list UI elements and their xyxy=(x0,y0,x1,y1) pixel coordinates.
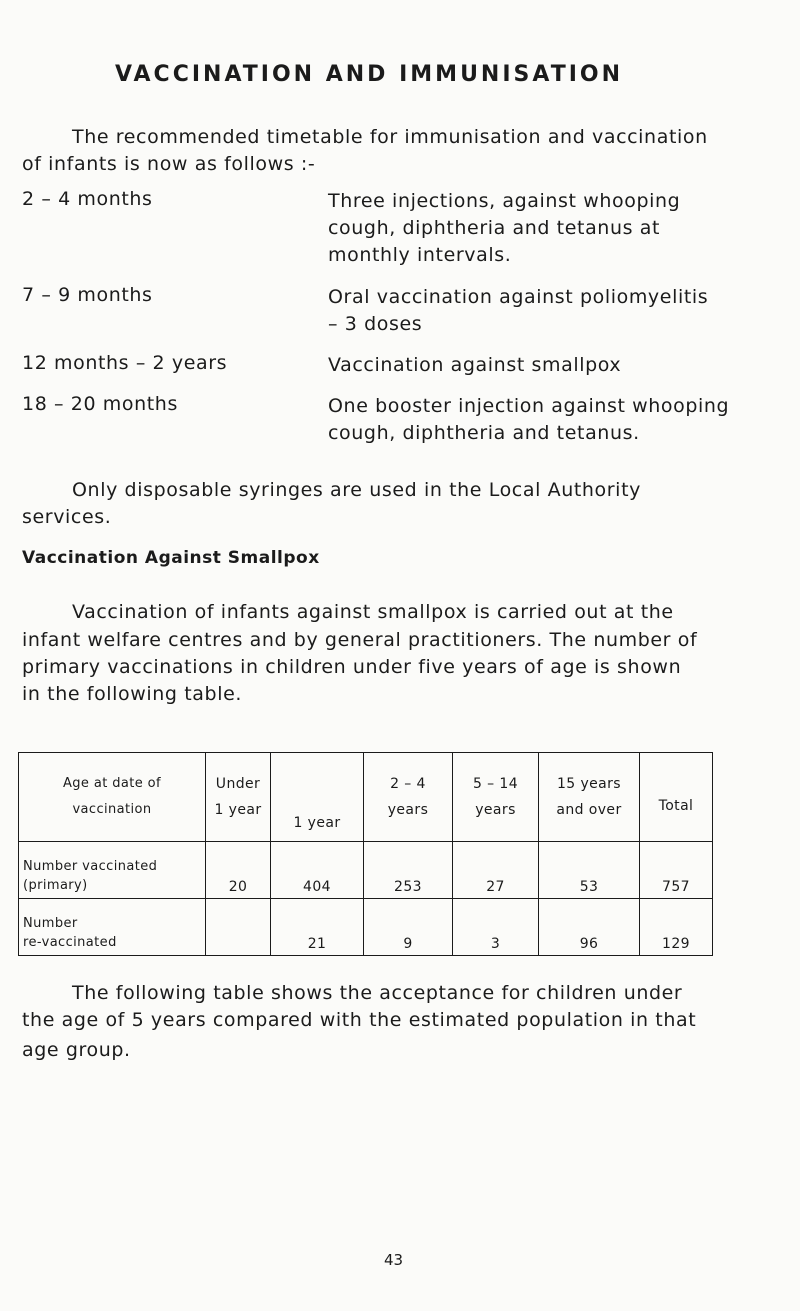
cell-primary-2-4: 253 xyxy=(364,842,453,899)
intro-line-1: The recommended timetable for immunisation and vaccination xyxy=(72,126,708,148)
schedule-desc-2-line-1: Oral vaccination against poliomyelitis xyxy=(328,286,709,308)
cell-revacc-15-over: 96 xyxy=(539,899,640,956)
row-label-primary: Number vaccinated (primary) xyxy=(19,842,206,899)
cell-revacc-total: 129 xyxy=(640,899,713,956)
schedule-age-4: 18 – 20 months xyxy=(22,393,178,415)
syringes-line-1: Only disposable syringes are used in the Local Authority xyxy=(72,479,641,501)
cell-revacc-2-4: 9 xyxy=(364,899,453,956)
cell-revacc-1-year: 21 xyxy=(271,899,364,956)
table-row xyxy=(19,842,713,899)
schedule-age-3: 12 months – 2 years xyxy=(22,352,228,374)
closing-line-2: the age of 5 years compared with the estimated population in that xyxy=(22,1009,697,1031)
schedule-age-1: 2 – 4 months xyxy=(22,188,153,210)
header-1-year: 1 year xyxy=(271,753,364,842)
cell-primary-5-14: 27 xyxy=(453,842,539,899)
table-row xyxy=(19,899,713,956)
cell-revacc-under-1 xyxy=(206,899,271,956)
page-title: VACCINATION AND IMMUNISATION xyxy=(115,62,623,87)
schedule-desc-2 xyxy=(328,284,708,338)
smallpox-line-3: primary vaccinations in children under five years of age is shown xyxy=(22,656,682,678)
cell-primary-15-over: 53 xyxy=(539,842,640,899)
schedule-desc-3-line-1: Vaccination against smallpox xyxy=(328,354,622,376)
schedule-desc-2-line-2: – 3 doses xyxy=(328,313,423,335)
closing-line-1: The following table shows the acceptance for children under xyxy=(72,982,683,1004)
page-number: 43 xyxy=(384,1251,404,1269)
smallpox-line-2: infant welfare centres and by general practitioners. The number of xyxy=(22,629,698,651)
smallpox-line-1: Vaccination of infants against smallpox is carried out at the xyxy=(72,601,674,623)
schedule-desc-4-line-1: One booster injection against whooping xyxy=(328,395,730,417)
header-2-4-years: 2 – 4 years xyxy=(364,753,453,842)
schedule-desc-3 xyxy=(328,352,621,379)
header-5-14-years: 5 – 14 years xyxy=(453,753,539,842)
schedule-desc-1-line-2: cough, diphtheria and tetanus at xyxy=(328,217,661,239)
schedule-desc-4 xyxy=(328,393,729,447)
cell-primary-1-year: 404 xyxy=(271,842,364,899)
schedule-age-2: 7 – 9 months xyxy=(22,284,153,306)
header-age-at-date: Age at date of vaccination xyxy=(19,753,206,842)
closing-line-3: age group. xyxy=(22,1039,131,1061)
cell-revacc-5-14: 3 xyxy=(453,899,539,956)
schedule-desc-1-line-1: Three injections, against whooping xyxy=(328,190,681,212)
header-under-1-year: Under 1 year xyxy=(206,753,271,842)
schedule-desc-1-line-3: monthly intervals. xyxy=(328,244,512,266)
cell-primary-total: 757 xyxy=(640,842,713,899)
header-15-years-over: 15 years and over xyxy=(539,753,640,842)
cell-primary-under-1: 20 xyxy=(206,842,271,899)
schedule-desc-1 xyxy=(328,188,680,269)
vaccination-table xyxy=(18,752,713,956)
row-label-revaccinated: Number re-vaccinated xyxy=(19,899,206,956)
table-header-row xyxy=(19,753,713,842)
schedule-desc-4-line-2: cough, diphtheria and tetanus. xyxy=(328,422,640,444)
header-total: Total xyxy=(640,753,713,842)
smallpox-line-4: in the following table. xyxy=(22,683,242,705)
intro-line-2: of infants is now as follows :- xyxy=(22,153,316,175)
syringes-line-2: services. xyxy=(22,506,112,528)
section-heading: Vaccination Against Smallpox xyxy=(22,548,320,568)
